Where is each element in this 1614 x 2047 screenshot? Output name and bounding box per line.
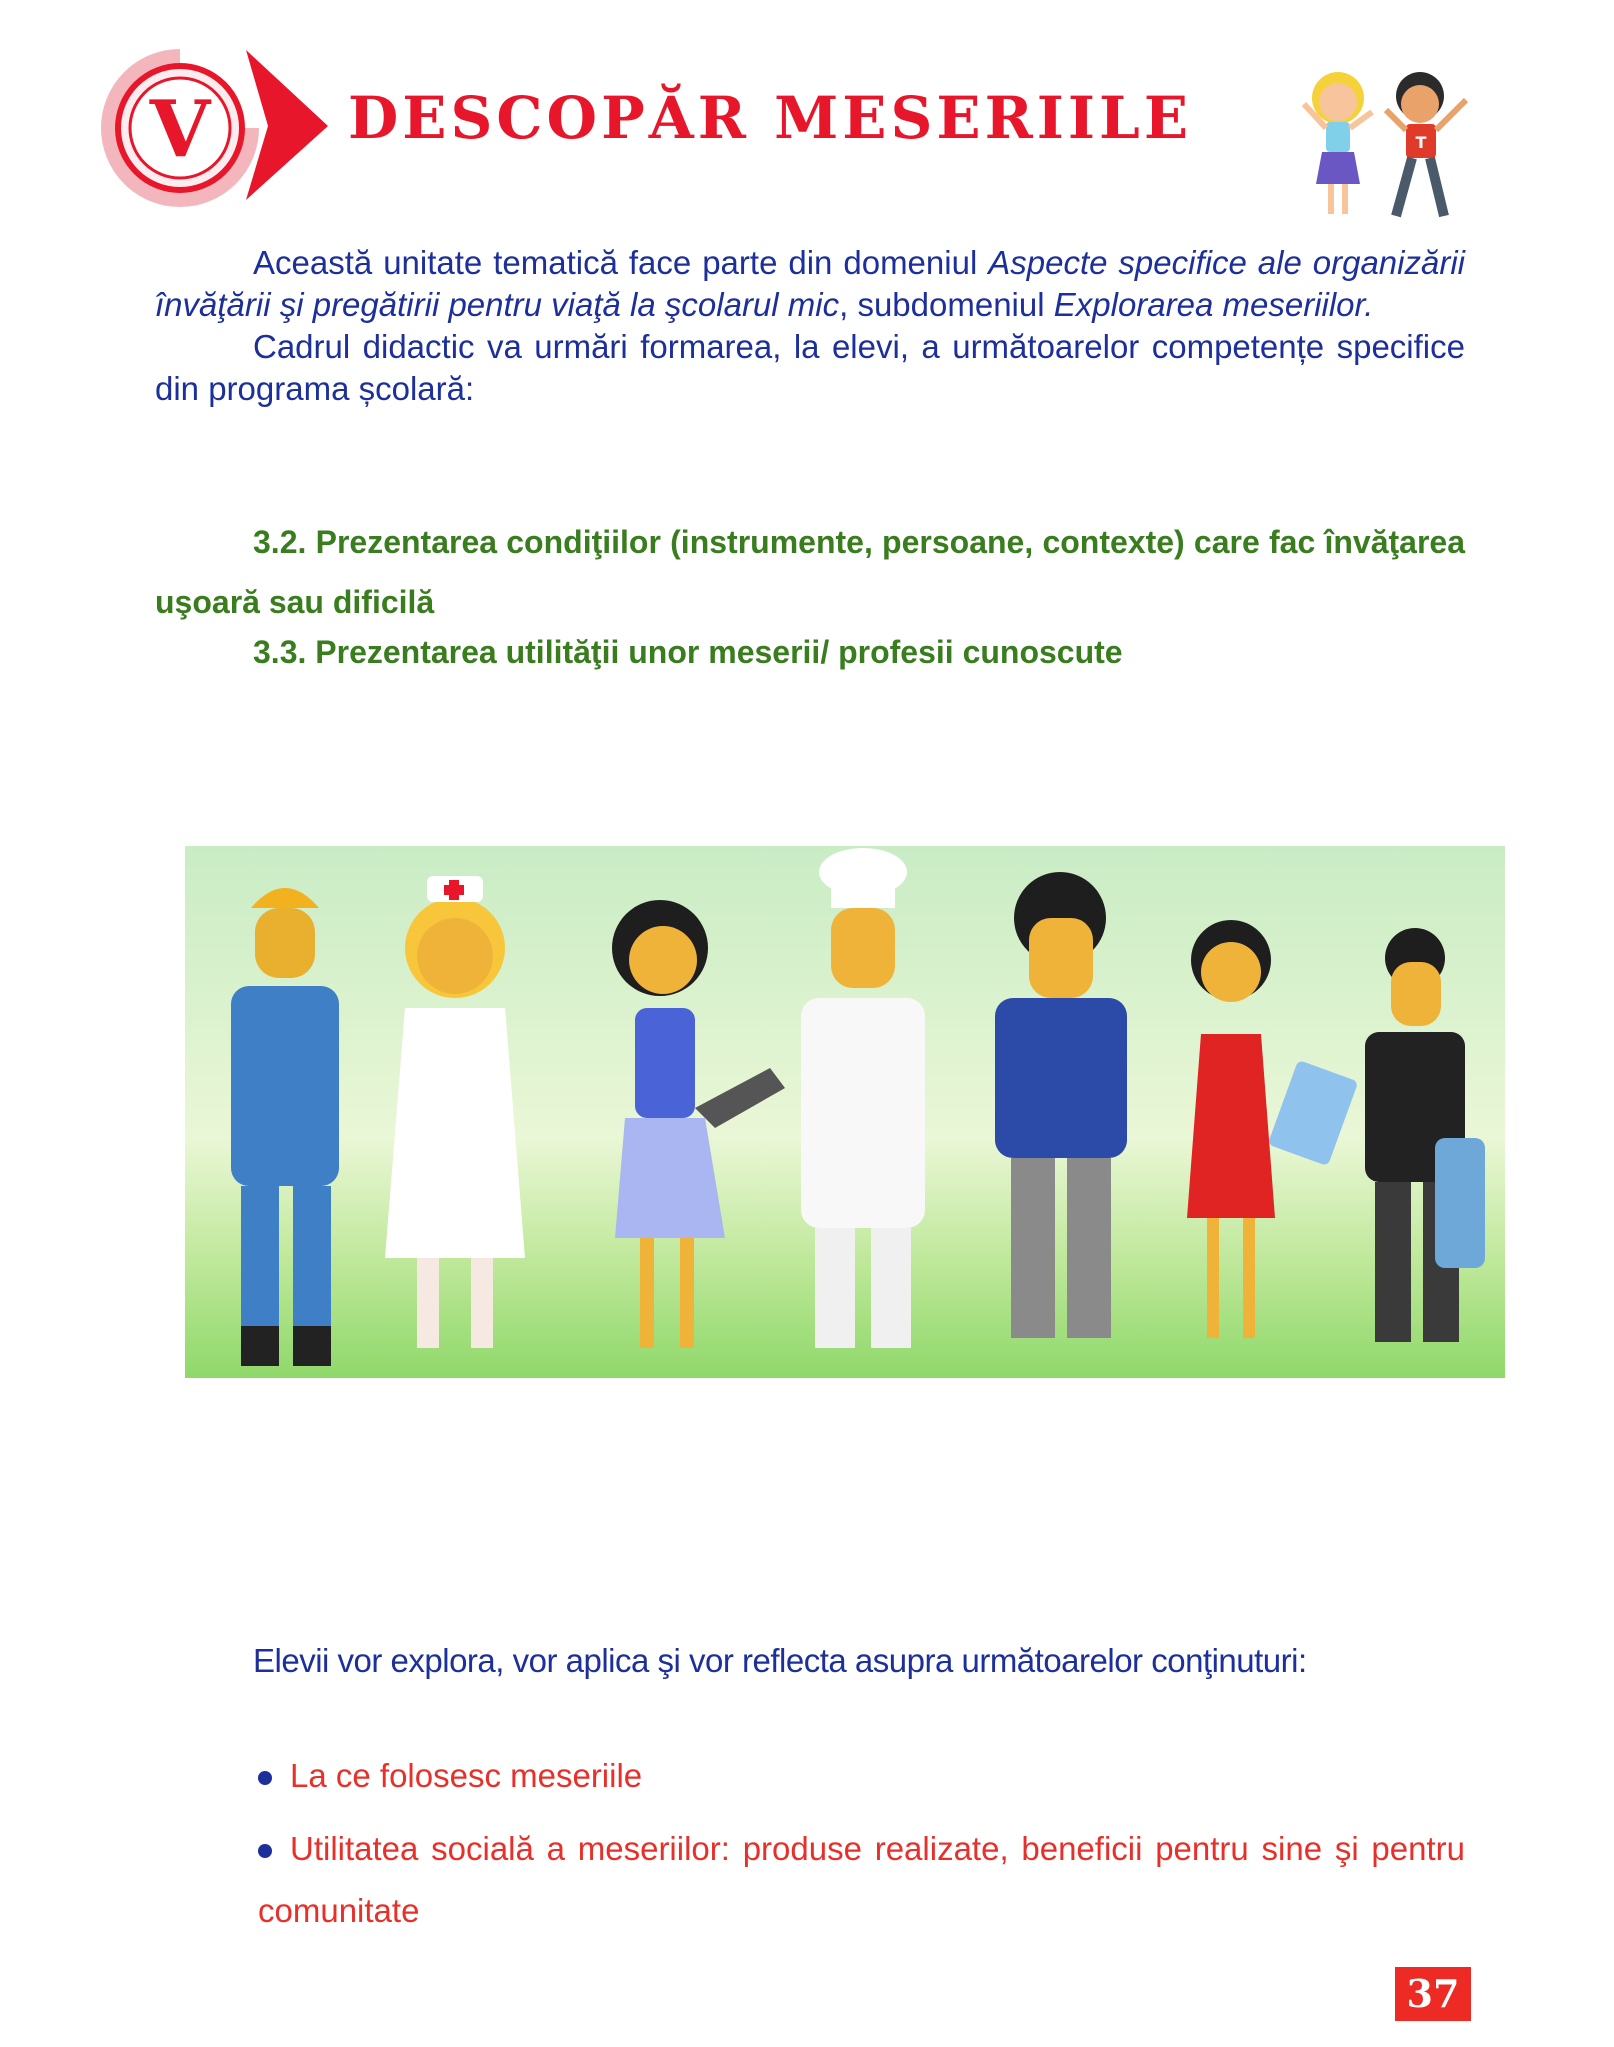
intro-paragraph-2: Cadrul didactic va urmări formarea, la elevi, a următoarelor competențe specifice din programa școlară:: [155, 328, 1465, 407]
subdomain-name: Explorarea meseriilor.: [1053, 286, 1374, 323]
intro-text-part: Această unitate tematică face parte din domeniul: [253, 244, 989, 281]
domain-name: Aspecte specifice ale organizării învăţării şi pregătirii pentru viaţă la şcolarul mic: [155, 244, 1465, 323]
list-item: [258, 1757, 642, 1795]
contents-intro: Elevii vor explora, vor aplica şi vor reflecta asupra următoarelor conţinuturi:: [253, 1642, 1307, 1679]
intro-text-part: , subdomeniul: [839, 286, 1054, 323]
unit-letter: V: [149, 84, 211, 175]
svg-text:T: T: [1415, 133, 1427, 152]
arrow-icon: [240, 50, 330, 200]
list-item: [258, 1818, 1465, 1942]
list-item-text: La ce folosesc meseriile: [290, 1757, 643, 1794]
intro-paragraph-1: [155, 242, 1465, 326]
list-item-text: Utilitatea socială a meseriilor: produse realizate, beneficii pentru sine şi pentru comunitate: [258, 1830, 1465, 1929]
competence-3-3: 3.3. Prezentarea utilităţii unor meserii/ profesii cunoscute: [253, 634, 1123, 670]
children-illustration: [1290, 60, 1490, 230]
bullet-icon: [258, 1844, 272, 1858]
competence-3-2: 3.2. Prezentarea condiţiilor (instrumente, persoane, contexte) care fac învăţarea uşoară sau dificilă: [155, 524, 1465, 620]
intro-text: [155, 242, 1465, 410]
bullet-icon: [258, 1771, 272, 1785]
unit-title: DESCOPĂR MESERIILE: [348, 84, 1193, 152]
professions-illustration: [185, 838, 1505, 1378]
unit-badge: [100, 48, 260, 208]
page-number: 37: [1395, 1967, 1471, 2021]
